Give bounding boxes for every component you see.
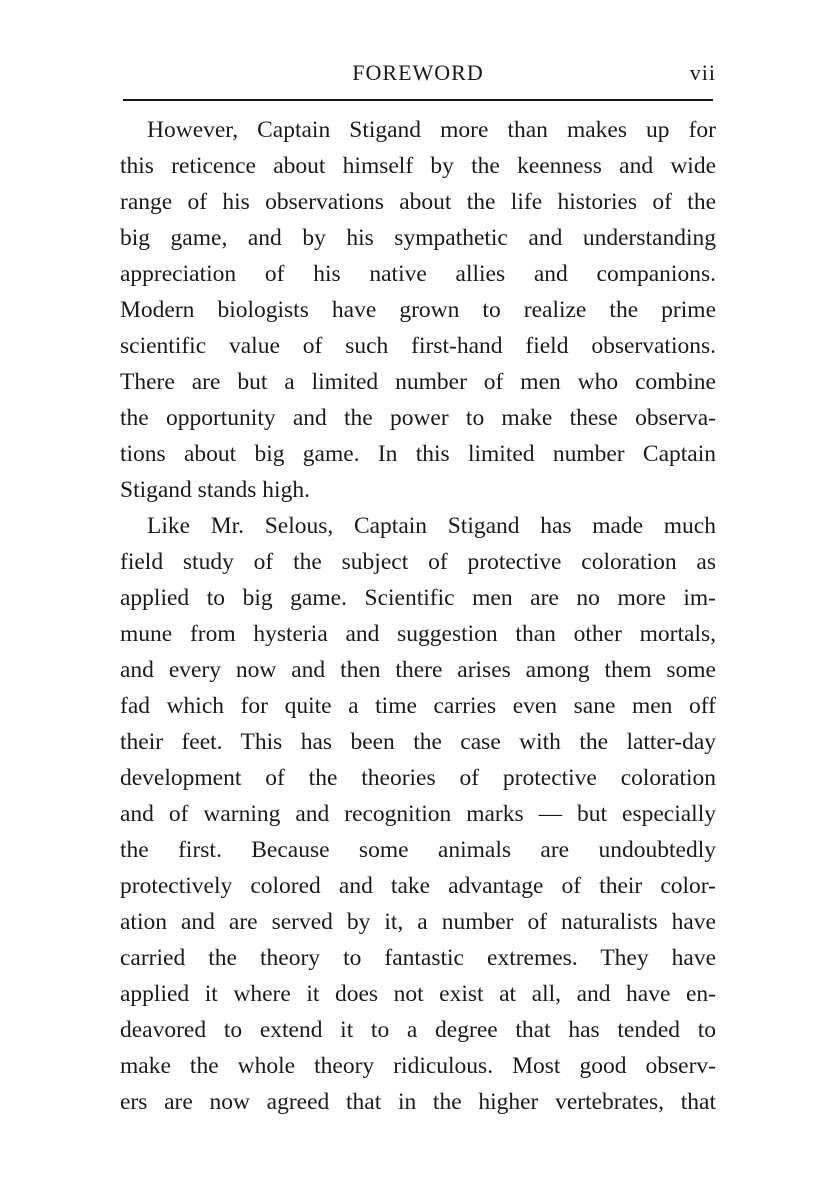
text-line: development of the theories of protective coloration bbox=[120, 765, 716, 791]
running-title: FOREWORD bbox=[352, 60, 484, 85]
paragraph-2 bbox=[120, 508, 716, 1120]
running-head bbox=[120, 60, 716, 92]
page-number: vii bbox=[689, 60, 716, 85]
text-line: and of warning and recognition marks — but especially bbox=[120, 801, 716, 827]
header-rule bbox=[123, 99, 713, 101]
text-line: applied it where it does not exist at all, and have en- bbox=[120, 981, 716, 1007]
text-line: scientific value of such first-hand field observations. bbox=[120, 333, 716, 359]
text-line: applied to big game. Scientific men are no more im- bbox=[120, 585, 716, 611]
text-line: the opportunity and the power to make these observa- bbox=[120, 405, 716, 431]
paragraph-1 bbox=[120, 112, 716, 508]
text-line: Like Mr. Selous, Captain Stigand has made much bbox=[147, 513, 716, 539]
text-line: big game, and by his sympathetic and understanding bbox=[120, 225, 716, 251]
text-line: the first. Because some animals are undoubtedly bbox=[120, 837, 716, 863]
text-line: make the whole theory ridiculous. Most good observ- bbox=[120, 1053, 716, 1079]
text-line: ers are now agreed that in the higher vertebrates, that bbox=[120, 1089, 716, 1115]
text-line: Modern biologists have grown to realize the prime bbox=[120, 297, 716, 323]
body-text bbox=[120, 112, 716, 1120]
text-line: their feet. This has been the case with the latter-day bbox=[120, 729, 716, 755]
text-line: and every now and then there arises among them some bbox=[120, 657, 716, 683]
text-line: There are but a limited number of men who combine bbox=[120, 369, 716, 395]
text-line: protectively colored and take advantage of their color- bbox=[120, 873, 716, 899]
text-line: carried the theory to fantastic extremes. They have bbox=[120, 945, 716, 971]
text-line: range of his observations about the life histories of the bbox=[120, 189, 716, 215]
text-line: fad which for quite a time carries even sane men off bbox=[120, 693, 716, 719]
text-line: tions about big game. In this limited number Captain bbox=[120, 441, 716, 467]
text-line: Stigand stands high. bbox=[120, 477, 310, 503]
text-line: field study of the subject of protective coloration as bbox=[120, 549, 716, 575]
text-line: However, Captain Stigand more than makes up for bbox=[147, 117, 716, 143]
text-line: deavored to extend it to a degree that has tended to bbox=[120, 1017, 716, 1043]
text-line: appreciation of his native allies and companions. bbox=[120, 261, 716, 287]
text-line: this reticence about himself by the keenness and wide bbox=[120, 153, 716, 179]
text-line: ation and are served by it, a number of naturalists have bbox=[120, 909, 716, 935]
text-line: mune from hysteria and suggestion than other mortals, bbox=[120, 621, 716, 647]
